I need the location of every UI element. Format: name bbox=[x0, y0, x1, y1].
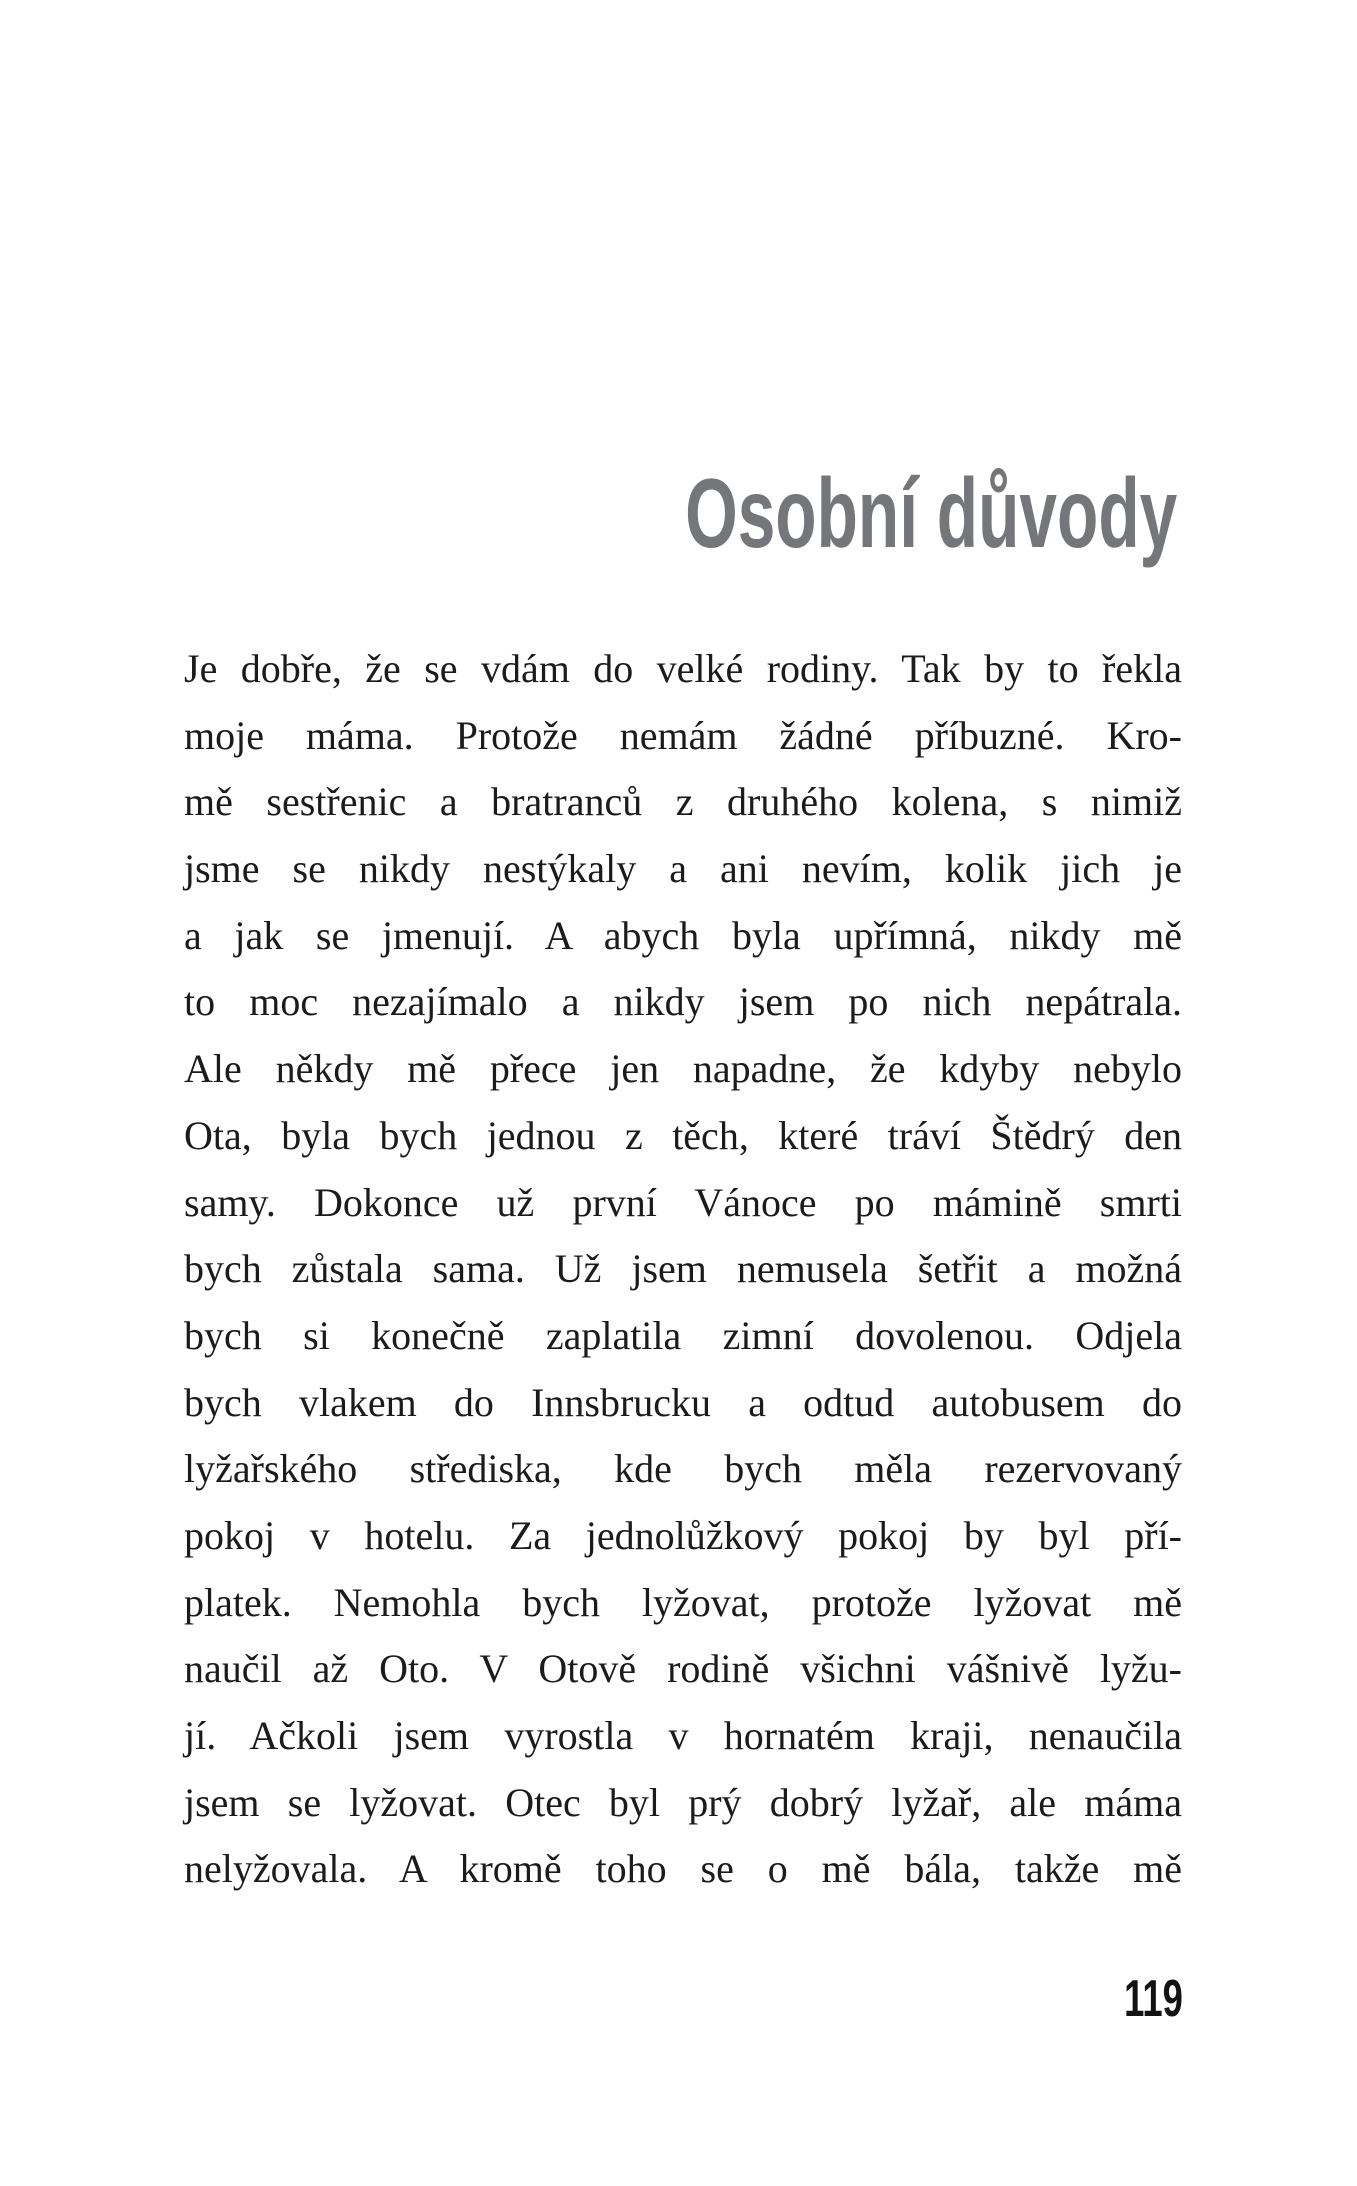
body-line: samy. Dokonce už první Vánoce po mámině smrti bbox=[184, 1179, 1182, 1225]
body-line: bych zůstala sama. Už jsem nemusela šetřit a možná bbox=[184, 1246, 1182, 1292]
body-paragraph bbox=[184, 636, 1182, 1903]
body-line: jsme se nikdy nestýkaly a ani nevím, kolik jich je bbox=[184, 846, 1182, 892]
chapter-title: Osobní důvody bbox=[684, 458, 1177, 568]
body-line: pokoj v hotelu. Za jednolůžkový pokoj by byl pří- bbox=[184, 1512, 1182, 1558]
body-line: mě sestřenic a bratranců z druhého kolena, s nimiž bbox=[184, 779, 1182, 825]
body-line: Je dobře, že se vdám do velké rodiny. Tak by to řekla bbox=[184, 646, 1182, 691]
body-line: a jak se jmenují. A abych byla upřímná, nikdy mě bbox=[184, 912, 1182, 958]
body-line: jí. Ačkoli jsem vyrostla v hornatém kraji, nenaučila bbox=[184, 1713, 1182, 1758]
page-number: 119 bbox=[1124, 1970, 1183, 2028]
body-line: Ota, byla bych jednou z těch, které tráví Štědrý den bbox=[184, 1112, 1182, 1158]
body-line: naučil až Oto. V Otově rodině všichni vášnivě lyžu- bbox=[184, 1646, 1182, 1692]
body-line: moje máma. Protože nemám žádné příbuzné. Kro- bbox=[184, 712, 1182, 758]
body-line: bych vlakem do Innsbrucku a odtud autobusem do bbox=[184, 1379, 1182, 1425]
body-line: Ale někdy mě přece jen napadne, že kdyby nebylo bbox=[184, 1046, 1182, 1092]
body-line: to moc nezajímalo a nikdy jsem po nich nepátrala. bbox=[184, 979, 1182, 1025]
body-line: nelyžovala. A kromě toho se o mě bála, takže mě bbox=[184, 1846, 1182, 1892]
body-line: jsem se lyžovat. Otec byl prý dobrý lyžař, ale máma bbox=[184, 1779, 1182, 1825]
body-line: lyžařského střediska, kde bych měla rezervovaný bbox=[184, 1446, 1182, 1492]
body-line: bych si konečně zaplatila zimní dovolenou. Odjela bbox=[184, 1312, 1182, 1358]
body-line: platek. Nemohla bych lyžovat, protože lyžovat mě bbox=[184, 1579, 1182, 1625]
